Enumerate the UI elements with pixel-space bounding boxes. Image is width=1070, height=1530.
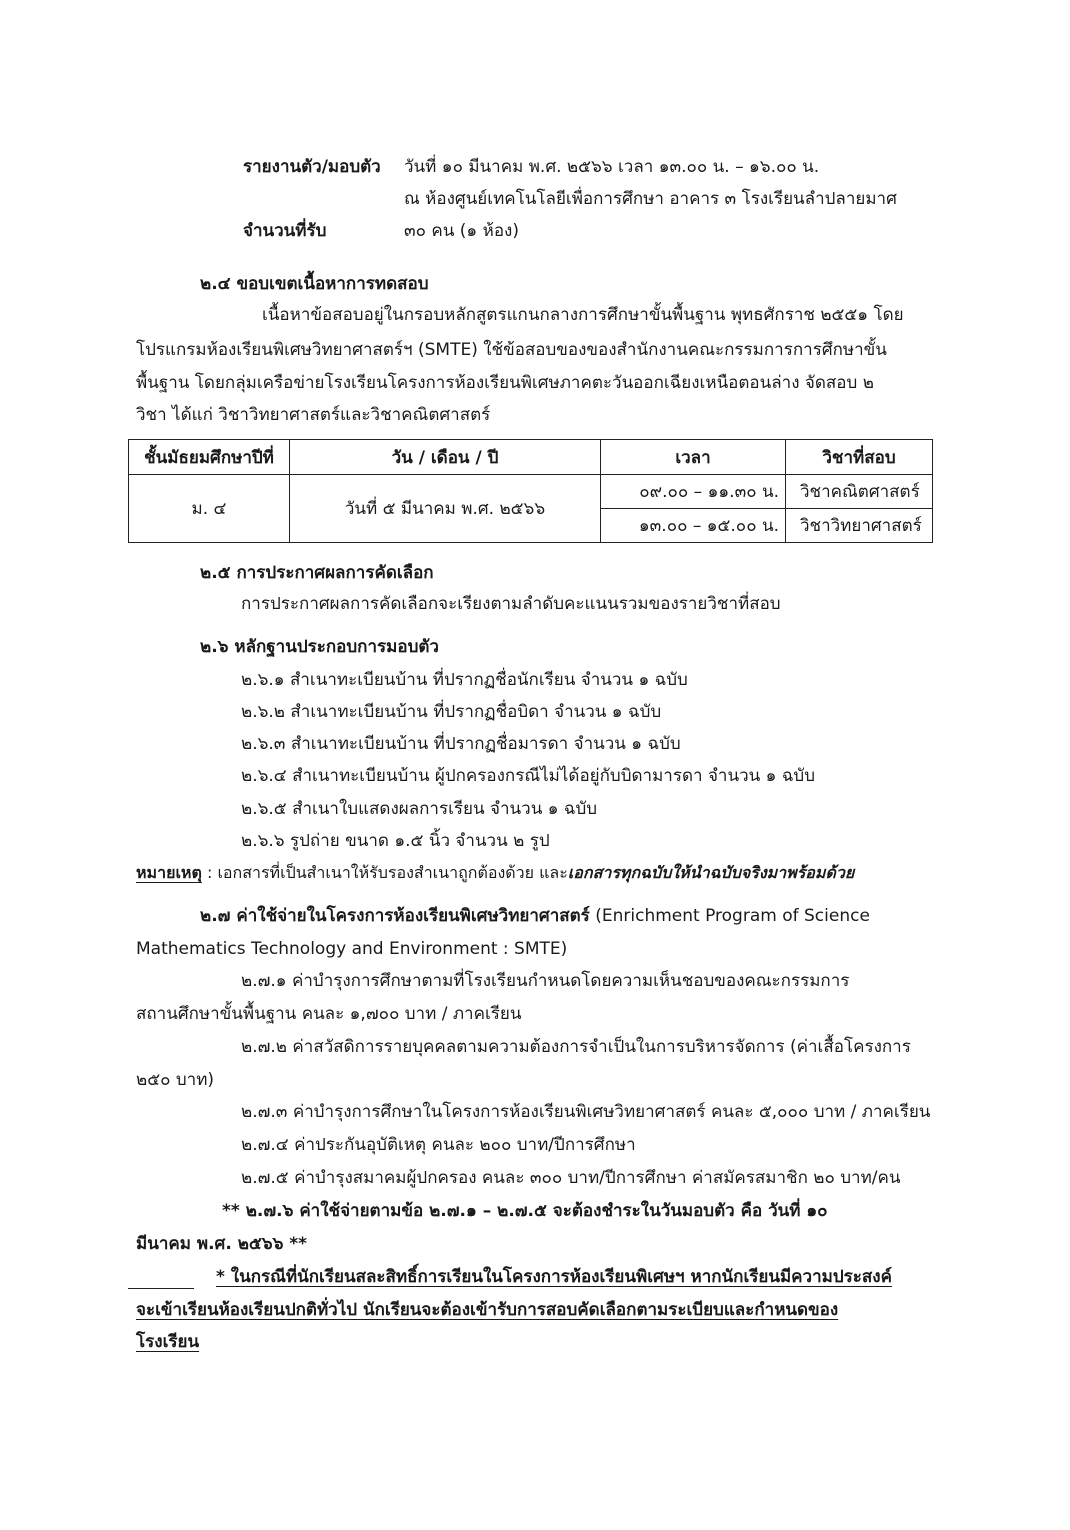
cell-time: ๐๙.๐๐ – ๑๑.๓๐ น. — [601, 475, 786, 509]
fee-item: ๒.๗.๓ ค่าบำรุงการศึกษาในโครงการห้องเรียนพิเศษวิทยาศาสตร์ คนละ ๕,๐๐๐ บาท / ภาคเรียน — [241, 1102, 931, 1122]
document-item: ๒.๖.๕ สำเนาใบแสดงผลการเรียน จำนวน ๑ ฉบับ — [241, 799, 598, 819]
section-2-6-heading: ๒.๖ หลักฐานประกอบการมอบตัว — [200, 637, 439, 657]
section-2-7-heading-rest: (Enrichment Program of Science — [595, 906, 870, 926]
header-subject: วิชาที่สอบ — [786, 440, 933, 475]
note-colon: : — [206, 863, 213, 882]
section-2-5-text: การประกาศผลการคัดเลือกจะเรียงตามลำดับคะแนนรวมของรายวิชาที่สอบ — [241, 594, 781, 614]
report-place: ณ ห้องศูนย์เทคโนโลยีเพื่อการศึกษา อาคาร ๓ โรงเรียนลำปลายมาศ — [404, 189, 897, 209]
note-text: เอกสารที่เป็นสำเนาให้รับรองสำเนาถูกต้องด้วย และ — [217, 863, 568, 882]
cell-grade: ม. ๔ — [129, 475, 290, 543]
document-item: ๒.๖.๔ สำเนาทะเบียนบ้าน ผู้ปกครองกรณีไม่ได้อยู่กับบิดามารดา จำนวน ๑ ฉบับ — [241, 766, 816, 786]
final-remark: * ในกรณีที่นักเรียนสละสิทธิ์การเรียนในโครงการห้องเรียนพิเศษฯ หากนักเรียนมีความประสงค์ — [216, 1267, 892, 1287]
cell-subject: วิชาคณิตศาสตร์ — [786, 475, 933, 509]
table-row — [129, 475, 933, 509]
section-2-7-heading-bold: ๒.๗ ค่าใช้จ่ายในโครงการห้องเรียนพิเศษวิทยาศาสตร์ — [200, 906, 590, 926]
fee-item-cont: สถานศึกษาขั้นพื้นฐาน คนละ ๑,๗๐๐ บาท / ภาคเรียน — [136, 1004, 522, 1024]
section-2-4-line: วิชา ได้แก่ วิชาวิทยาศาสตร์และวิชาคณิตศาสตร์ — [136, 405, 491, 425]
section-2-4-heading: ๒.๔ ขอบเขตเนื้อหาการทดสอบ — [200, 274, 429, 294]
table-header-row — [129, 440, 933, 475]
note-label: หมายเหตุ — [136, 863, 202, 882]
final-remark-line2: จะเข้าเรียนห้องเรียนปกติทั่วไป นักเรียนจะต้องเข้ารับการสอบคัดเลือกตามระเบียบและกำหนดของ — [136, 1300, 839, 1320]
cell-date: วันที่ ๕ มีนาคม พ.ศ. ๒๕๖๖ — [290, 475, 601, 543]
exam-schedule-table — [128, 439, 933, 543]
section-2-4-line: เนื้อหาข้อสอบอยู่ในกรอบหลักสูตรแกนกลางการศึกษาขั้นพื้นฐาน พุทธศักราช ๒๕๕๑ โดย — [262, 305, 904, 325]
note-line — [136, 861, 854, 885]
section-2-4-line: โปรแกรมห้องเรียนพิเศษวิทยาศาสตร์ฯ (SMTE) ใช้ข้อสอบของของสำนักงานคณะกรรมการการศึกษาขั้น — [136, 340, 887, 360]
indent-underline-rule — [128, 1288, 194, 1289]
payment-note-cont: มีนาคม พ.ศ. ๒๕๖๖ ** — [136, 1234, 308, 1254]
final-remark-line3: โรงเรียน — [136, 1332, 200, 1352]
capacity-label: จำนวนที่รับ — [243, 221, 327, 241]
section-2-7-heading-line2: Mathematics Technology and Environment : SMTE) — [136, 939, 568, 959]
section-2-4-line: พื้นฐาน โดยกลุ่มเครือข่ายโรงเรียนโครงการห้องเรียนพิเศษภาคตะวันออกเฉียงเหนือตอนล่าง จัดสอบ ๒ — [136, 373, 874, 393]
document-item: ๒.๖.๑ สำเนาทะเบียนบ้าน ที่ปรากฏชื่อนักเรียน จำนวน ๑ ฉบับ — [241, 670, 688, 690]
payment-note: ** ๒.๗.๖ ค่าใช้จ่ายตามข้อ ๒.๗.๑ – ๒.๗.๕ จะต้องชำระในวันมอบตัว คือ วันที่ ๑๐ — [222, 1201, 828, 1221]
report-date: วันที่ ๑๐ มีนาคม พ.ศ. ๒๕๖๖ เวลา ๑๓.๐๐ น. – ๑๖.๐๐ น. — [404, 157, 820, 177]
document-item: ๒.๖.๒ สำเนาทะเบียนบ้าน ที่ปรากฏชื่อบิดา จำนวน ๑ ฉบับ — [241, 702, 662, 722]
capacity-value: ๓๐ คน (๑ ห้อง) — [404, 221, 519, 241]
note-emphasis: เอกสารทุกฉบับให้นำฉบับจริงมาพร้อมด้วย — [567, 863, 855, 882]
header-date: วัน / เดือน / ปี — [290, 440, 601, 475]
header-grade: ชั้นมัธยมศึกษาปีที่ — [129, 440, 290, 475]
document-item: ๒.๖.๓ สำเนาทะเบียนบ้าน ที่ปรากฏชื่อมารดา จำนวน ๑ ฉบับ — [241, 734, 681, 754]
cell-time: ๑๓.๐๐ – ๑๕.๐๐ น. — [601, 509, 786, 543]
section-2-7-heading — [200, 904, 870, 928]
fee-item: ๒.๗.๔ ค่าประกันอุบัติเหตุ คนละ ๒๐๐ บาท/ปีการศึกษา — [241, 1135, 636, 1155]
header-time: เวลา — [601, 440, 786, 475]
fee-item-cont: ๒๕๐ บาท) — [136, 1070, 215, 1090]
document-item: ๒.๖.๖ รูปถ่าย ขนาด ๑.๕ นิ้ว จำนวน ๒ รูป — [241, 831, 550, 851]
fee-item: ๒.๗.๕ ค่าบำรุงสมาคมผู้ปกครอง คนละ ๓๐๐ บาท/ปีการศึกษา ค่าสมัครสมาชิก ๒๐ บาท/คน — [241, 1168, 901, 1188]
fee-item: ๒.๗.๑ ค่าบำรุงการศึกษาตามที่โรงเรียนกำหนดโดยความเห็นชอบของคณะกรรมการ — [241, 971, 850, 991]
report-label: รายงานตัว/มอบตัว — [243, 157, 381, 177]
section-2-5-heading: ๒.๕ การประกาศผลการคัดเลือก — [200, 563, 434, 583]
cell-subject: วิชาวิทยาศาสตร์ — [786, 509, 933, 543]
fee-item: ๒.๗.๒ ค่าสวัสดิการรายบุคคลตามความต้องการจำเป็นในการบริหารจัดการ (ค่าเสื้อโครงการ — [241, 1037, 911, 1057]
